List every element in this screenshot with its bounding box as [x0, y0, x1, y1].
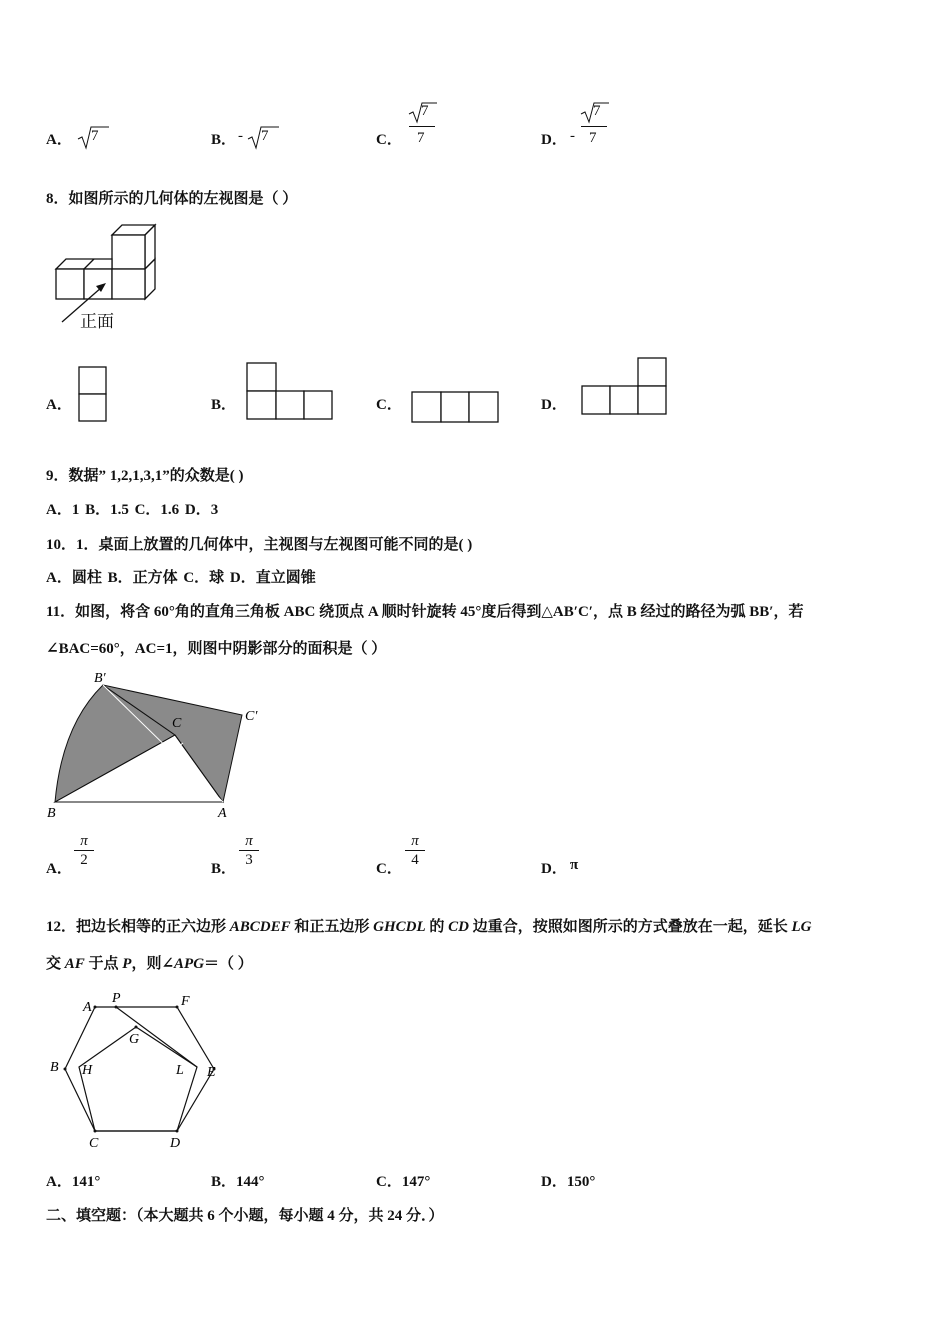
label-c-prime: C′ [245, 709, 258, 724]
q11-question-line1: 11．如图，将含 60°角的直角三角板 ABC 绕顶点 A 顺时针旋转 45°度后得到△AB′C′，点 B 经过的路径为弧 BB′，若 [46, 604, 804, 620]
text-run: ABCDEF [229, 919, 291, 935]
label-b: B [47, 806, 56, 821]
q11-option-b-den: 3 [245, 852, 253, 868]
q7-option-d-den: 7 [589, 130, 597, 146]
q7-option-d-sign: - [570, 128, 575, 144]
q12-polygon-figure [40, 985, 240, 1155]
q11-option-d-text: π [570, 857, 579, 873]
text-run: 的 [425, 919, 449, 935]
text-run: P [122, 956, 132, 972]
label-a: A [218, 806, 227, 821]
q8-question: 8．如图所示的几何体的左视图是（ ） [46, 191, 298, 207]
q8-option-c-letter: C． [376, 397, 402, 413]
text-run: CD [448, 919, 469, 935]
q8-option-a-letter: A． [46, 397, 72, 413]
front-label: 正面 [80, 312, 114, 332]
q7-option-c-num: 7 [421, 103, 429, 119]
text-run: 于点 [84, 956, 123, 972]
text-run: 12．把边长相等的正六边形 [46, 919, 230, 935]
label-c: C [89, 1136, 99, 1151]
q11-option-b-fraction [239, 832, 259, 869]
q8-option-b-letter: B． [211, 397, 237, 413]
q12-option-b[interactable]: B．144° [211, 1174, 265, 1190]
q8-option-b-figure[interactable] [246, 362, 334, 422]
q12-option-a[interactable]: A．141° [46, 1174, 101, 1190]
q9-options: A．1 B．1.5 C．1.6 D．3 [46, 502, 219, 518]
q10-options: A．圆柱 B．正方体 C．球 D．直立圆锥 [46, 570, 316, 586]
label-b-prime: B′ [94, 671, 106, 686]
q10-question: 10．1．桌面上放置的几何体中，主视图与左视图可能不同的是( ) [46, 537, 473, 553]
text-run: 边重合，按照如图所示的方式叠放在一起，延长 [469, 919, 792, 935]
q11-option-a-fraction [74, 832, 94, 869]
label-p: P [112, 991, 121, 1006]
q12-question-line2 [46, 952, 253, 973]
label-l: L [176, 1063, 184, 1078]
fraction-bar [409, 126, 435, 127]
q11-option-c-letter: C． [376, 861, 402, 877]
q7-option-c-letter: C． [376, 132, 402, 148]
label-f: F [181, 994, 190, 1009]
q8-option-d-letter: D． [541, 397, 567, 413]
text-run: ，则∠ [131, 956, 175, 972]
section2-heading: 二、填空题：（本大题共 6 个小题，每小题 4 分，共 24 分．） [46, 1208, 444, 1224]
text-run: GHCDL [373, 919, 426, 935]
q7-option-a-letter: A． [46, 132, 72, 148]
text-run: 交 [46, 956, 65, 972]
label-a: A [83, 1000, 92, 1015]
q11-option-d-letter: D． [541, 861, 567, 877]
q12-question-line1 [46, 915, 812, 936]
q11-question-line2: ∠BAC=60°，AC=1，则图中阴影部分的面积是（ ） [46, 641, 387, 657]
q12-option-c[interactable]: C．147° [376, 1174, 431, 1190]
label-c: C [172, 716, 182, 731]
q11-option-a-den: 2 [80, 852, 88, 868]
q11-option-c-fraction [405, 832, 425, 869]
fraction-bar [581, 126, 607, 127]
q7-option-b-value: 7 [261, 128, 269, 144]
text-run: 和正五边形 [290, 919, 374, 935]
q8-option-a-figure[interactable] [78, 366, 108, 424]
label-d: D [170, 1136, 181, 1151]
label-h: H [82, 1063, 93, 1078]
label-g: G [129, 1032, 140, 1047]
q7-option-b-letter: B． [211, 132, 237, 148]
q12-option-d[interactable]: D．150° [541, 1174, 596, 1190]
text-run: APG [174, 956, 205, 972]
q9-question: 9．数据” 1,2,1,3,1”的众数是( ) [46, 468, 244, 484]
q11-option-b-num: π [239, 832, 259, 851]
q8-option-d-figure[interactable] [580, 357, 670, 417]
q7-option-d-num: 7 [593, 103, 601, 119]
q8-option-c-figure[interactable] [411, 391, 501, 424]
text-run: AF [64, 956, 85, 972]
q11-option-a-num: π [74, 832, 94, 851]
q11-option-c-num: π [405, 832, 425, 851]
label-e: E [207, 1065, 216, 1080]
q11-option-b-letter: B． [211, 861, 237, 877]
q11-option-a-letter: A． [46, 861, 72, 877]
q7-option-d-letter: D． [541, 132, 567, 148]
q7-option-b-sign: - [238, 128, 243, 144]
label-b: B [50, 1060, 59, 1075]
q7-option-c-den: 7 [417, 130, 425, 146]
text-run: LG [791, 919, 812, 935]
q7-option-a-value: 7 [91, 128, 99, 144]
text-run: ＝（ ） [204, 956, 253, 972]
q11-option-c-den: 4 [411, 852, 419, 868]
q11-rotation-figure [40, 665, 280, 825]
